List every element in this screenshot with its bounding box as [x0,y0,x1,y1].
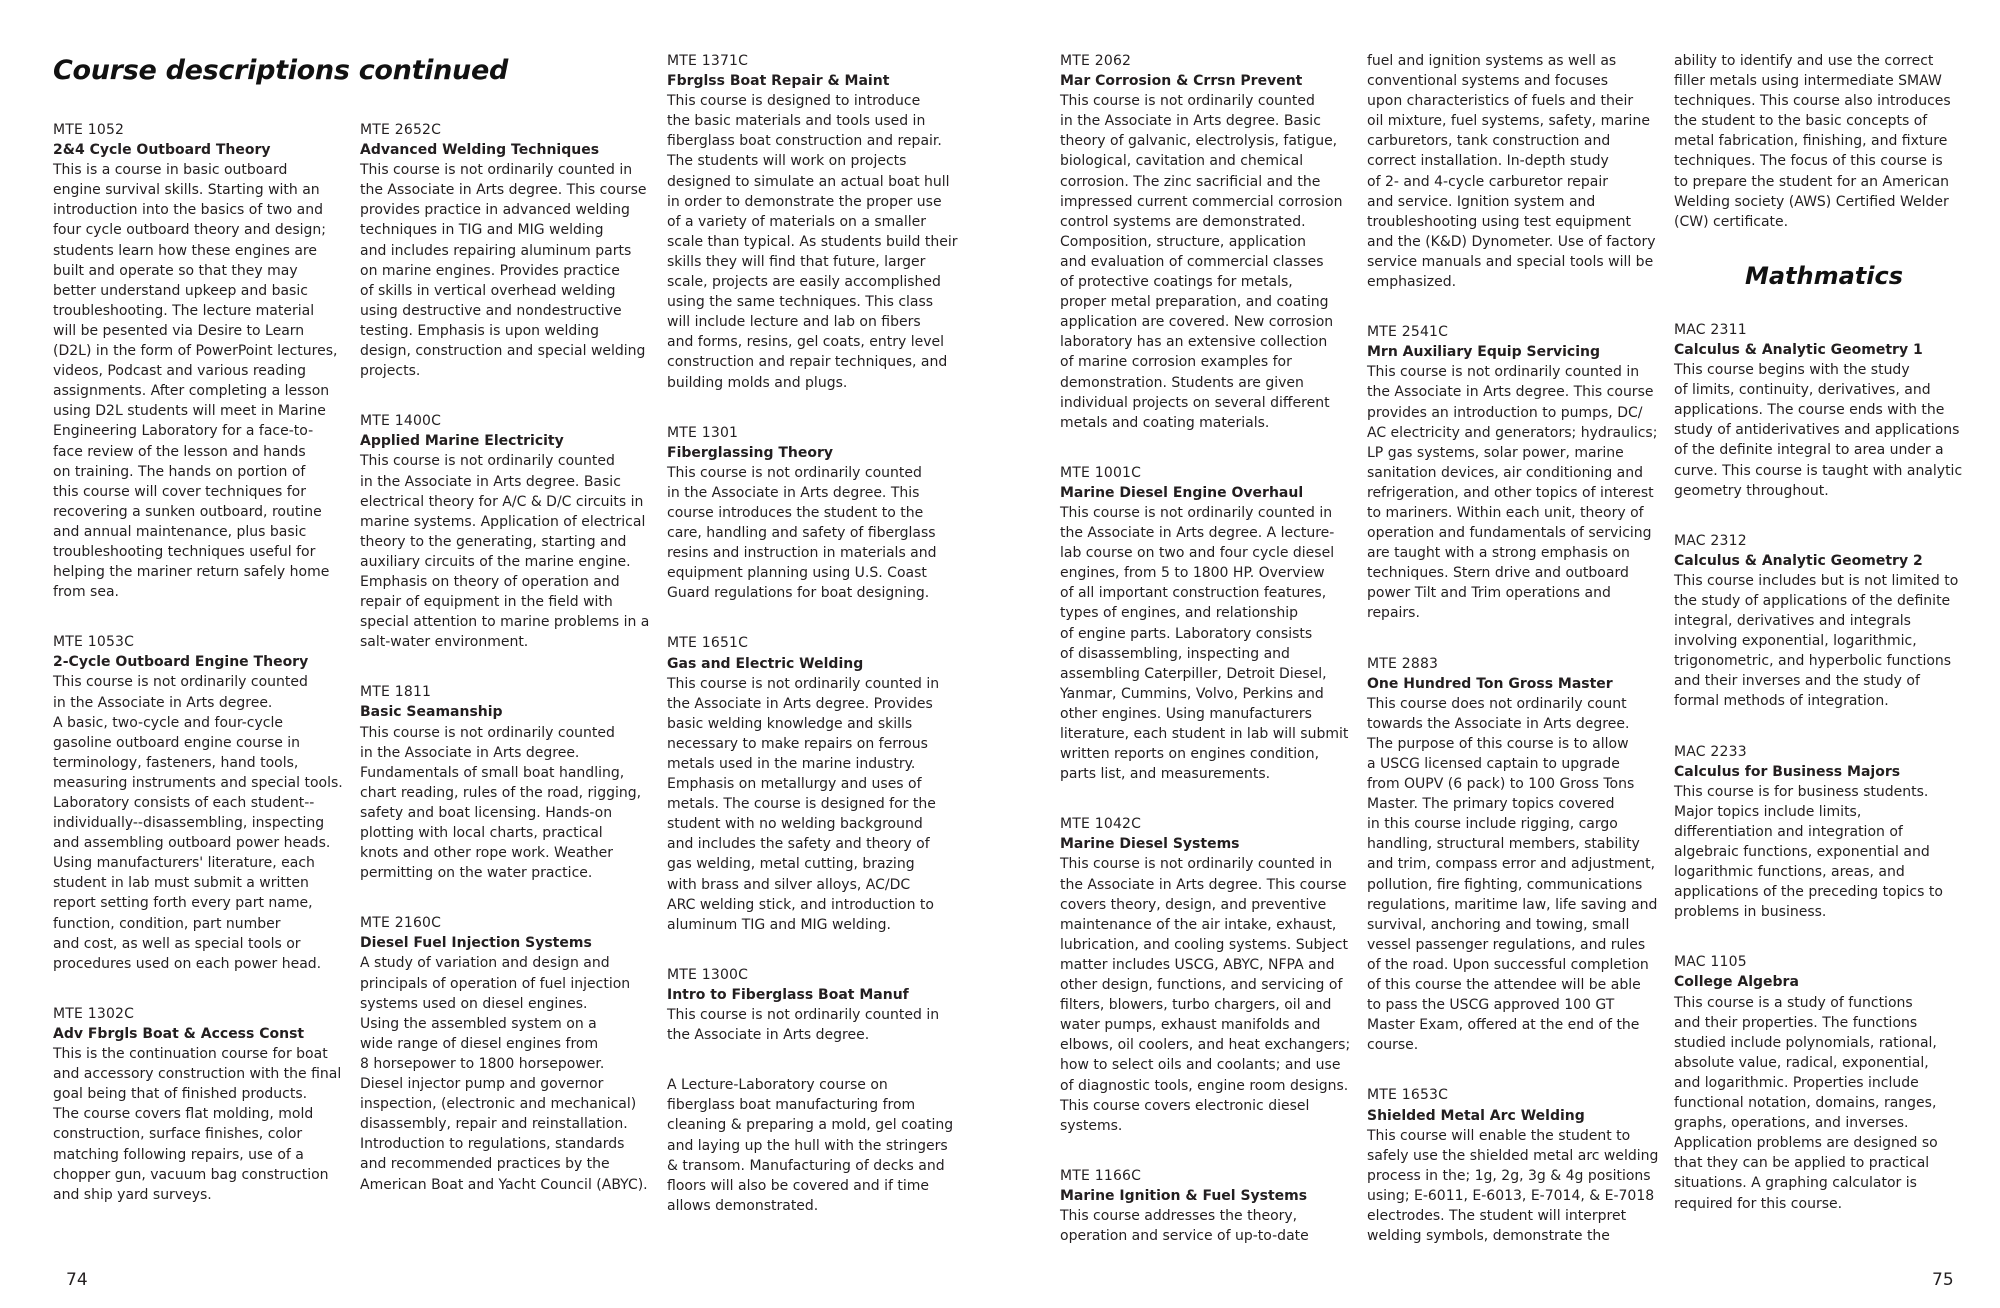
course-entry [1674,531,1974,712]
course-code: MTE 1300C [667,966,749,983]
page-number: 75 [1932,1270,1954,1290]
course-entry [1367,1085,1667,1246]
course-description: This course is not ordinarily counted in the Associate in Arts degree. This course covers theory, design, and preventive maintenance of the air intake, exhaust, lubrication, and cooling systems. Subject matter includes USCG, ABYC, NFPA and other design, functions, and servicing of filters, blowers, turbo chargers, oil and water pumps, exhaust manifolds and elbows, oil coolers, and heat exchangers; how to select oils and coolants; and use of diagnostic tools, engine room designs. This course covers electronic diesel systems. [1060,856,1351,1134]
course-entry [1674,742,1974,923]
course-title: Basic Seamanship [360,704,503,721]
course-title: Mrn Auxiliary Equip Servicing [1367,344,1600,361]
course-entry [667,633,967,934]
course-description: This course will enable the student to safely use the shielded metal arc welding process in the; 1g, 2g, 3g & 4g positions using; E-6011, E-6013, E-7014, & E-7018 electrodes. The student will interpret welding symbols, demonstrate the [1367,1127,1659,1245]
course-title: Fbrglss Boat Repair & Maint [667,73,890,90]
column-left-3 [667,51,967,1216]
column-right-2 [1367,51,1667,1276]
course-code: MTE 1166C [1060,1167,1142,1184]
course-description: This course is not ordinarily counted in the Associate in Arts degree. A basic, two-cycle and four-cycle gasoline outboard engine course in terminology, fasteners, hand tools, measuring instruments and special tools. Laboratory consists of each student-- individually--disassembling, inspecting and assembling outboard power heads. Using manufacturers' literature, each student in lab must submit a written report setting forth every part name, function, condition, part number and cost, as well as special tools or procedures used on each power head. [53,674,343,972]
course-entry [1060,1166,1360,1246]
course-entry [360,411,660,652]
page-number: 74 [66,1270,88,1290]
course-code: MAC 2312 [1674,532,1747,549]
course-description: This course addresses the theory, operation and service of up-to-date [1060,1207,1309,1245]
course-entry [53,632,353,974]
course-title: Marine Diesel Engine Overhaul [1060,484,1304,501]
course-description-continued: ability to identify and use the correct filler metals using intermediate SMAW techniques. This course also introduces the student to the basic concepts of metal fabrication, finishing, and fixture techniques. The focus of this course is to prepare the student for an American Welding society (AWS) Certified Welder (CW) certificate. [1674,53,1951,230]
course-title: Advanced Welding Techniques [360,142,600,159]
column-left-2 [360,120,660,1225]
course-code: MTE 1053C [53,634,135,651]
course-description: A study of variation and design and principals of operation of fuel injection systems used on diesel engines. Using the assembled system on a wide range of diesel engines from 8 horsepower to 1800 horsepower. Diesel injector pump and governor inspection, (electronic and mechanical) disassembly, repair and reinstallation. Introduction to regulations, standards and recommended practices by the American Boat and Yacht Council (ABYC). [360,955,648,1193]
course-description: This course is designed to introduce the basic materials and tools used in fiberglass boat construction and repair. The students will work on projects designed to simulate an actual boat hull in order to demonstrate the proper use of a variety of materials on a smaller scale than typical. As students build their skills they will find that future, larger scale, projects are easily accomplished using the same techniques. This class will include lecture and lab on fibers and forms, resins, gel coats, entry level construction and repair techniques, and building molds and plugs. [667,93,958,391]
column-left-1 [53,120,353,1235]
course-description: This course does not ordinarily count towards the Associate in Arts degree. The purpose of this course is to allow a USCG licensed captain to upgrade from OUPV (6 pack) to 100 Gross Tons Master. The primary topics covered in this course include rigging, cargo handling, structural members, stability and trim, compass error and adjustment, pollution, fire fighting, communications regulations, maritime law, life saving and survival, anchoring and towing, small vessel passenger regulations, and rules of the road. Upon successful completion of this course the attendee will be able to pass the USCG approved 100 GT Master Exam, offered at the end of the course. [1367,695,1658,1054]
course-entry [667,51,967,393]
course-title: Mar Corrosion & Crrsn Prevent [1060,73,1303,90]
course-description: This course is not ordinarily counted in the Associate in Arts degree. Basic theory of galvanic, electrolysis, fatigue, biological, cavitation and chemical corrosion. The zinc sacrificial and the impressed current commercial corrosion control systems are demonstrated. Composition, structure, application and evaluation of commercial classes of protective coatings for metals, proper metal preparation, and coating application are covered. New corrosion laboratory has an extensive collection of marine corrosion examples for demonstration. Students are given individual projects on several different metals and coating materials. [1060,93,1343,431]
column-right-1 [1060,51,1360,1276]
course-code: MTE 1302C [53,1005,135,1022]
course-title: Marine Ignition & Fuel Systems [1060,1187,1308,1204]
course-code: MTE 1653C [1367,1087,1449,1104]
section-heading-mathematics: Mathmatics [1744,261,1904,290]
course-entry [360,120,660,381]
course-code: MTE 2652C [360,122,442,138]
course-description: This course is a study of functions and their properties. The functions studied include polynomials, rational, absolute value, radical, exponential, and logarithmic. Properties include functional notation, domains, ranges, graphs, operations, and inverses. Application problems are designed so that they can be applied to practical situations. A graphing calculator is required for this course. [1674,994,1938,1212]
course-entry [360,682,660,883]
course-code: MTE 1301 [667,424,739,441]
course-description: This course begins with the study of limits, continuity, derivatives, and applications. The course ends with the study of antiderivatives and applications of the definite integral to area under a curve. This course is taught with analytic geometry throughout. [1674,362,1963,499]
course-code: MTE 1651C [667,635,749,652]
course-code: MTE 2883 [1367,655,1439,672]
course-code: MTE 1400C [360,413,442,430]
course-title: Shielded Metal Arc Welding [1367,1107,1585,1124]
course-description: This course is for business students. Major topics include limits, differentiation and integration of algebraic functions, exponential and logarithmic functions, areas, and applications of the preceding topics to problems in business. [1674,783,1943,921]
course-title: Adv Fbrgls Boat & Access Const [53,1025,305,1042]
course-title: Intro to Fiberglass Boat Manuf [667,986,909,1003]
course-description: This course is not ordinarily counted in the Associate in Arts degree. This course provides an introduction to pumps, DC/ AC electricity and generators; hydraulics; LP gas systems, solar power, marine sanitation devices, air conditioning and refrigeration, and other topics of interest to mariners. Within each unit, theory of operation and fundamentals of servicing are taught with a strong emphasis on techniques. Stern drive and outboard power Tilt and Trim operations and repairs. [1367,364,1658,622]
course-code: MTE 1001C [1060,464,1142,481]
course-code: MTE 1371C [667,53,749,69]
course-entry [1367,654,1667,1056]
course-title: Fiberglassing Theory [667,444,834,461]
course-title: Calculus & Analytic Geometry 2 [1674,552,1923,569]
course-title: Calculus for Business Majors [1674,763,1901,780]
course-description: This course is not ordinarily counted in the Associate in Arts degree. This course provides practice in advanced welding techniques in TIG and MIG welding and includes repairing aluminum parts on marine engines. Provides practice of skills in vertical overhead welding using destructive and nondestructive testing. Emphasis is upon welding design, construction and special welding projects. [360,162,647,380]
course-description: This course is not ordinarily counted in the Associate in Arts degree. Provides basic welding knowledge and skills necessary to make repairs on ferrous metals used in the marine industry. Emphasis on metallurgy and uses of metals. The course is designed for the student with no welding background and includes the safety and theory of gas welding, metal cutting, brazing with brass and silver alloys, AC/DC ARC welding stick, and introduction to aluminum TIG and MIG welding. [667,675,940,933]
course-code: MTE 2160C [360,915,442,932]
course-code: MTE 1042C [1060,816,1142,833]
course-code: MTE 2541C [1367,324,1449,341]
course-code: MTE 1811 [360,684,432,701]
course-title: Diesel Fuel Injection Systems [360,935,592,952]
course-code: MTE 2062 [1060,53,1132,69]
course-entry [53,1004,353,1205]
course-entry [360,913,660,1194]
course-title: Applied Marine Electricity [360,433,564,450]
course-entry [1060,463,1360,785]
course-description: This course is not ordinarily counted in the Associate in Arts degree. This course introduces the student to the care, handling and safety of fiberglass resins and instruction in materials and equipment planning using U.S. Coast Guard regulations for boat designing. [667,464,937,602]
course-entry [53,120,353,602]
course-title: 2-Cycle Outboard Engine Theory [53,654,309,671]
right-page [1000,0,2000,1308]
course-entry [1060,814,1360,1136]
course-entry [1060,51,1360,433]
course-description-continued: A Lecture-Laboratory course on fiberglass boat manufacturing from cleaning & preparing a mold, gel coating and laying up the hull with the stringers & transom. Manufacturing of decks and floors will also be covered and if time allows demonstrated. [667,1077,954,1214]
course-description: This is the continuation course for boat and accessory construction with the final goal being that of finished products. The course covers flat molding, mold construction, surface finishes, color matching following repairs, use of a chopper gun, vacuum bag construction and ship yard surveys. [53,1046,342,1203]
course-title: One Hundred Ton Gross Master [1367,675,1613,692]
course-description: This course is not ordinarily counted in the Associate in Arts degree. A lecture- lab course on two and four cycle diesel engines, from 5 to 1800 HP. Overview of all important construction features, types of engines, and relationship of engine parts. Laboratory consists of disassembling, inspecting and assembling Caterpiller, Detroit Diesel, Yanmar, Cummins, Volvo, Perkins and other engines. Using manufacturers literature, each student in lab will submit written reports on engines condition, parts list, and measurements. [1060,504,1349,783]
course-title: 2&4 Cycle Outboard Theory [53,142,271,159]
course-entry [667,965,967,1045]
course-description: This course includes but is not limited to the study of applications of the definite integral, derivatives and integrals involving exponential, logarithmic, trigonometric, and hyperbolic functions and their inverses and the study of formal methods of integration. [1674,572,1959,710]
course-title: Gas and Electric Welding [667,655,864,672]
course-code: MAC 2311 [1674,321,1747,338]
course-title: College Algebra [1674,974,1799,991]
course-entry [1674,952,1974,1213]
course-description: This course is not ordinarily counted in the Associate in Arts degree. Fundamentals of small boat handling, chart reading, rules of the road, rigging, safety and boat licensing. Hands-on plotting with local charts, practical knots and other rope work. Weather permitting on the water practice. [360,724,642,882]
course-entry [1367,322,1667,623]
course-entry [1674,320,1974,501]
course-description: This course is not ordinarily counted in the Associate in Arts degree. [667,1007,940,1044]
column-right-3 [1674,51,1974,1244]
page-title: Course descriptions continued [53,55,509,86]
course-title: Calculus & Analytic Geometry 1 [1674,341,1923,358]
course-description: This is a course in basic outboard engine survival skills. Starting with an introduction into the basics of two and four cycle outboard theory and design; students learn how these engines are built and operate so that they may better understand upkeep and basic troubleshooting. The lecture material will be pesented via Desire to Learn (D2L) in the form of PowerPoint lectures, videos, Podcast and various reading assignments. After completing a lesson using D2L students will meet in Marine Engineering Laboratory for a face-to- face review of the lesson and hands on training. The hands on portion of this course will cover techniques for recovering a sunken outboard, routine and annual maintenance, plus basic troubleshooting techniques useful for helping the mariner return safely home from sea. [53,162,338,601]
course-code: MAC 2233 [1674,743,1747,760]
course-title: Marine Diesel Systems [1060,836,1240,853]
course-entry [667,423,967,604]
course-code: MAC 1105 [1674,954,1747,971]
course-description-continued: fuel and ignition systems as well as conventional systems and focuses upon characteristics of fuels and their oil mixture, fuel systems, safety, marine carburetors, tank construction and correct installation. In-depth study of 2- and 4-cycle carburetor repair and service. Ignition system and troubleshooting using test equipment and the (K&D) Dynometer. Use of factory service manuals and special tools will be emphasized. [1367,53,1656,291]
course-code: MTE 1052 [53,122,125,138]
course-description: This course is not ordinarily counted in the Associate in Arts degree. Basic electrical theory for A/C & D/C circuits in marine systems. Application of electrical theory to the generating, starting and auxiliary circuits of the marine engine. Emphasis on theory of operation and repair of equipment in the field with special attention to marine problems in a salt-water environment. [360,453,650,651]
